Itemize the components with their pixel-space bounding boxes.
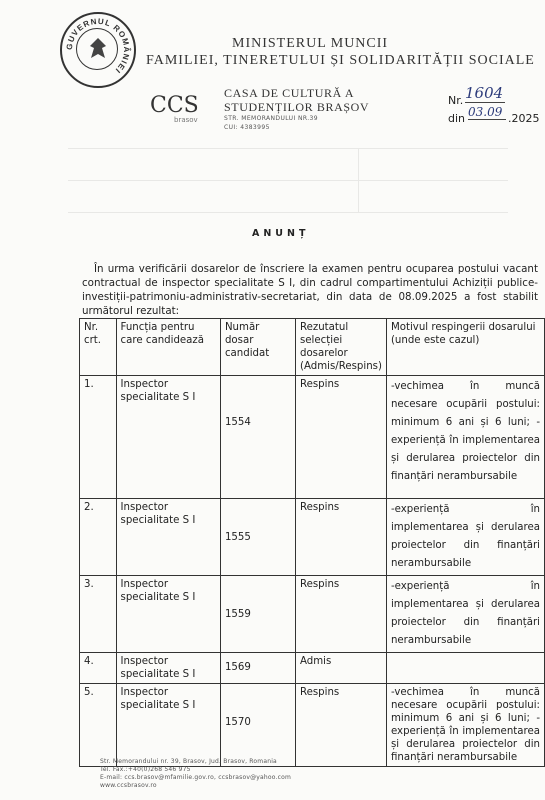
row-dosar: 1570 [220, 684, 295, 767]
row-rezultat: Respins [295, 499, 386, 576]
footer-address: Str. Memorandului nr. 39, Brasov, Jud. Brasov, Romania [100, 758, 277, 765]
row-rezultat: Respins [295, 576, 386, 653]
row-functia: Inspector specialitate S I [116, 576, 220, 653]
row-nr: 1. [80, 376, 117, 499]
row-motiv [386, 653, 544, 684]
header-motiv: Motivul respingerii dosarului (unde este cazul) [386, 319, 544, 376]
intro-text: În urma verificării dosarelor de înscriere la examen pentru ocuparea postului vacant contractual de inspector specialitate S I, din cadrul compartimentului Achiziții publice- investiții-patrimoniu-administrativ-secretariat, din data de 08.09.2025 a fost stabilit următorul rezultat: [82, 263, 538, 317]
row-functia: Inspector specialitate S I [116, 684, 220, 767]
row-dosar: 1554 [220, 376, 295, 499]
ministry-line-1: MINISTERUL MUNCII [232, 36, 389, 51]
row-nr: 3. [80, 576, 117, 653]
row-nr: 2. [80, 499, 117, 576]
row-dosar: 1555 [220, 499, 295, 576]
footer-email[interactable]: E-mail: ccs.brasov@mfamilie.gov.ro, ccsbrasov@yahoo.com [100, 774, 292, 781]
row-rezultat: Admis [295, 653, 386, 684]
table-row [80, 376, 545, 499]
row-rezultat: Respins [295, 684, 386, 767]
row-nr: 5. [80, 684, 117, 767]
footer-phone: Tel. Fax.:+40(0)268 546 975 [100, 766, 191, 773]
registration-year: .2025 [508, 112, 540, 125]
institution-name-line-2: STUDENȚILOR BRAȘOV [224, 100, 370, 114]
row-dosar: 1569 [220, 653, 295, 684]
logo-text: CCS [150, 93, 199, 118]
document-title: ANUNȚ [252, 228, 310, 239]
row-motiv: -vechimea în muncă necesare ocupării postului: minimum 6 ani și 6 luni; -experiență în implementarea și derularea proiectelor din finanțări nerambursabile [386, 684, 544, 767]
header-functia: Funcția pentru care candidează [116, 319, 220, 376]
footer-website[interactable]: www.ccsbrasov.ro [100, 782, 157, 789]
registration-date-value: 03.09 [468, 105, 506, 120]
institution-name-line-1: CASA DE CULTURĂ A [224, 86, 355, 100]
row-functia: Inspector specialitate S I [116, 376, 220, 499]
row-motiv: -vechimea în muncă necesare ocupării postului: minimum 6 ani și 6 luni; -experiență în implementarea și derularea proiectelor din finanțări nerambursabile [386, 376, 544, 499]
row-dosar: 1559 [220, 576, 295, 653]
table-header-row [80, 319, 545, 376]
intro-paragraph [82, 262, 538, 318]
institution-address: STR. MEMORANDULUI NR.39 [224, 115, 318, 122]
table-row [80, 576, 545, 653]
registration-date-label: din [448, 112, 466, 125]
registration-number-label: Nr. [448, 94, 464, 107]
row-functia: Inspector specialitate S I [116, 499, 220, 576]
logo-subtext: brasov [174, 116, 198, 124]
ministry-line-2: FAMILIEI, TINERETULUI ȘI SOLIDARITĂȚII SOCIALE [146, 53, 535, 68]
results-table [79, 318, 545, 767]
row-nr: 4. [80, 653, 117, 684]
table-row [80, 684, 545, 767]
header-nr: Nr. crt. [80, 319, 117, 376]
row-motiv: -experiență în implementarea și derularea proiectelor din finanțări nerambursabile [386, 576, 544, 653]
table-row [80, 499, 545, 576]
row-rezultat: Respins [295, 376, 386, 499]
institution-cui: CUI: 4383995 [224, 124, 270, 131]
seal-text: GUVERNUL ROMÂNIEI [64, 16, 132, 76]
registration-number-value: 1604 [465, 84, 504, 102]
header-dosar: Număr dosar candidat [220, 319, 295, 376]
government-seal [60, 12, 136, 88]
row-motiv: -experiență în implementarea și derularea proiectelor din finanțări nerambursabile [386, 499, 544, 576]
table-row [80, 653, 545, 684]
row-functia: Inspector specialitate S I [116, 653, 220, 684]
ccs-logo [148, 88, 218, 124]
seal-text-ring [62, 14, 134, 86]
header-rezultat: Rezutatul selecției dosarelor (Admis/Respins) [295, 319, 386, 376]
